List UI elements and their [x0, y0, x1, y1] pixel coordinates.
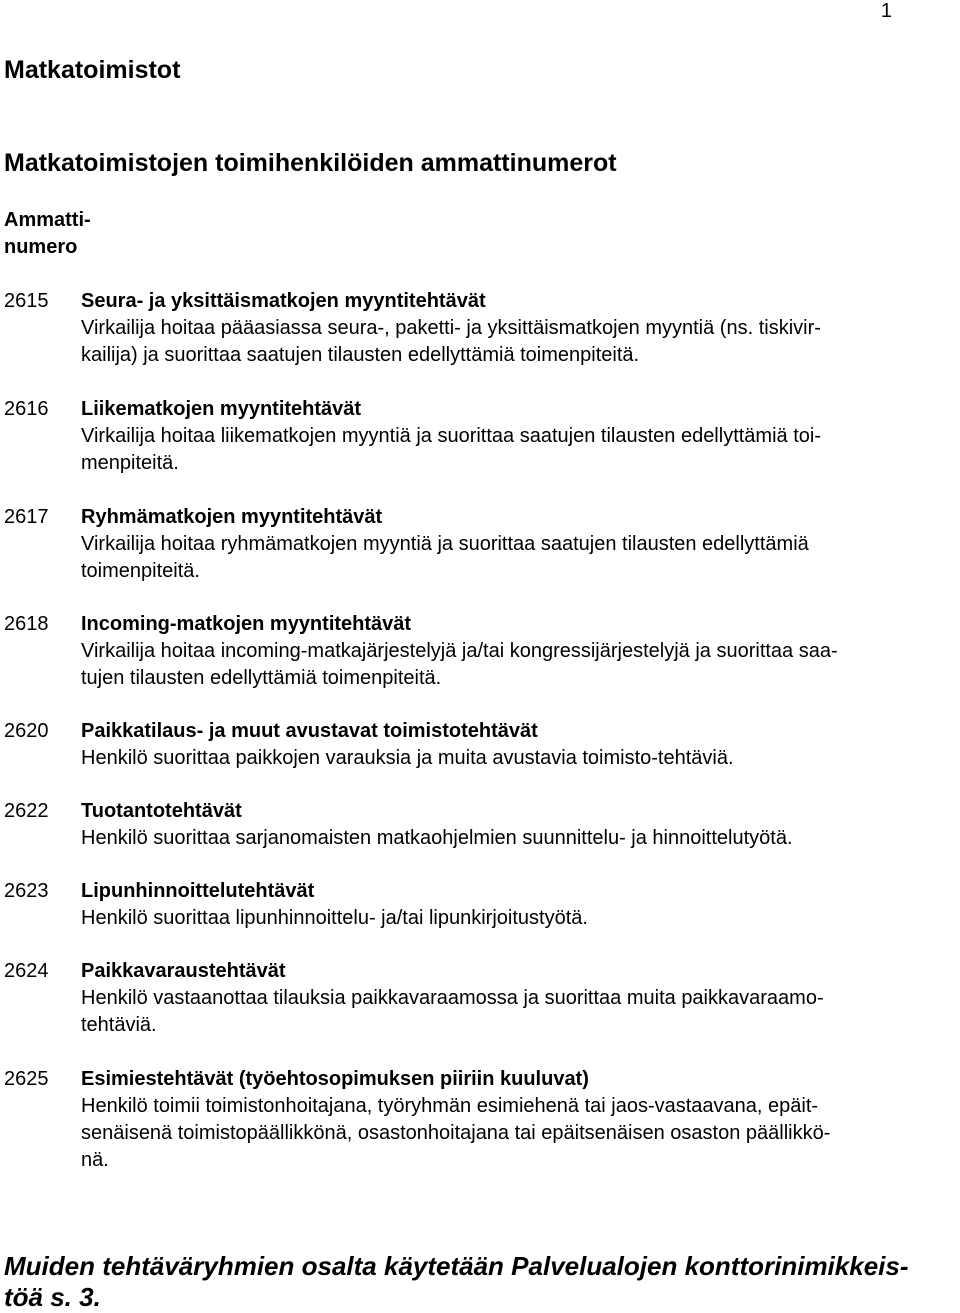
occupation-description-line: Henkilö suorittaa sarjanomaisten matkaohjelmien suunnittelu- ja hinnoittelutyötä.	[81, 827, 793, 849]
occupation-code: 2617	[4, 506, 49, 528]
occupation-entry	[4, 798, 954, 852]
occupation-entry	[4, 396, 954, 477]
column-header	[4, 207, 144, 261]
column-header-line-2: numero	[4, 236, 78, 258]
occupation-body	[81, 798, 954, 852]
occupation-heading: Incoming-matkojen myyntitehtävät	[81, 613, 412, 635]
occupation-description-line: kailija) ja suorittaa saatujen tilausten edellyttämiä toimenpiteitä.	[81, 344, 640, 366]
occupation-code: 2618	[4, 613, 49, 635]
occupation-description-line: Henkilö suorittaa lipunhinnoittelu- ja/tai lipunkirjoitustyötä.	[81, 907, 588, 929]
column-header-line-1: Ammatti-	[4, 209, 91, 231]
occupation-code: 2622	[4, 800, 49, 822]
occupation-heading: Liikematkojen myyntitehtävät	[81, 398, 362, 420]
occupation-description-line: menpiteitä.	[81, 452, 179, 474]
occupation-body	[81, 878, 954, 932]
page-number: 1	[880, 0, 892, 22]
occupation-entry	[4, 718, 954, 772]
occupation-description-line: Virkailija hoitaa incoming-matkajärjestelyjä ja/tai kongressijärjestelyjä ja suorittaa saa-	[81, 640, 838, 662]
occupation-description-line: Virkailija hoitaa pääasiassa seura-, paketti- ja yksittäismatkojen myyntiä (ns. tiskivir-	[81, 317, 821, 339]
occupation-entry	[4, 288, 954, 369]
occupation-heading: Paikkavaraustehtävät	[81, 960, 286, 982]
occupation-heading: Esimiestehtävät (työehtosopimuksen piiriin kuuluvat)	[81, 1068, 589, 1090]
footer-note	[4, 1251, 954, 1313]
occupation-body	[81, 718, 954, 772]
occupation-body	[81, 958, 954, 1039]
occupation-heading: Lipunhinnoittelutehtävät	[81, 880, 315, 902]
occupation-description-line: Henkilö vastaanottaa tilauksia paikkavaraamossa ja suorittaa muita paikkavaraamo-	[81, 987, 824, 1009]
occupation-entry	[4, 611, 954, 692]
occupation-description-line: Henkilö toimii toimistonhoitajana, työryhmän esimiehenä tai jaos-vastaavana, epäit-	[81, 1095, 819, 1117]
occupation-description-line: tujen tilausten edellyttämiä toimenpiteitä.	[81, 667, 442, 689]
occupation-code: 2624	[4, 960, 49, 982]
occupation-heading: Paikkatilaus- ja muut avustavat toimistotehtävät	[81, 720, 538, 742]
occupation-entry	[4, 958, 954, 1039]
occupation-body	[81, 611, 954, 692]
occupation-entry	[4, 504, 954, 585]
occupation-entry	[4, 878, 954, 932]
occupation-description-line: nä.	[81, 1149, 109, 1171]
footer-note-line-2: töä s. 3.	[4, 1282, 101, 1312]
occupation-description-line: Virkailija hoitaa ryhmämatkojen myyntiä ja suorittaa saatujen tilausten edellyttämiä	[81, 533, 809, 555]
document-title: Matkatoimistot	[4, 56, 181, 84]
occupation-body	[81, 1066, 954, 1174]
occupation-body	[81, 288, 954, 369]
occupation-description-line: Virkailija hoitaa liikematkojen myyntiä ja suorittaa saatujen tilausten edellyttämiä toi-	[81, 425, 821, 447]
occupation-code: 2623	[4, 880, 49, 902]
occupation-code: 2620	[4, 720, 49, 742]
occupation-body	[81, 504, 954, 585]
occupation-description-line: Henkilö suorittaa paikkojen varauksia ja muita avustavia toimisto-tehtäviä.	[81, 747, 734, 769]
occupation-code: 2615	[4, 290, 49, 312]
occupation-code: 2625	[4, 1068, 49, 1090]
occupation-heading: Ryhmämatkojen myyntitehtävät	[81, 506, 383, 528]
occupation-heading: Seura- ja yksittäismatkojen myyntitehtävät	[81, 290, 486, 312]
occupation-description-line: toimenpiteitä.	[81, 560, 200, 582]
occupation-entry	[4, 1066, 954, 1174]
occupation-description-line: tehtäviä.	[81, 1014, 157, 1036]
occupation-body	[81, 396, 954, 477]
occupation-description-line: senäisenä toimistopäällikkönä, osastonhoitajana tai epäitsenäisen osaston päällikkö-	[81, 1122, 831, 1144]
document-subtitle: Matkatoimistojen toimihenkilöiden ammattinumerot	[4, 149, 617, 177]
occupation-heading: Tuotantotehtävät	[81, 800, 242, 822]
occupation-code: 2616	[4, 398, 49, 420]
footer-note-line-1: Muiden tehtäväryhmien osalta käytetään Palvelualojen konttorinimikkeis-	[4, 1251, 909, 1281]
